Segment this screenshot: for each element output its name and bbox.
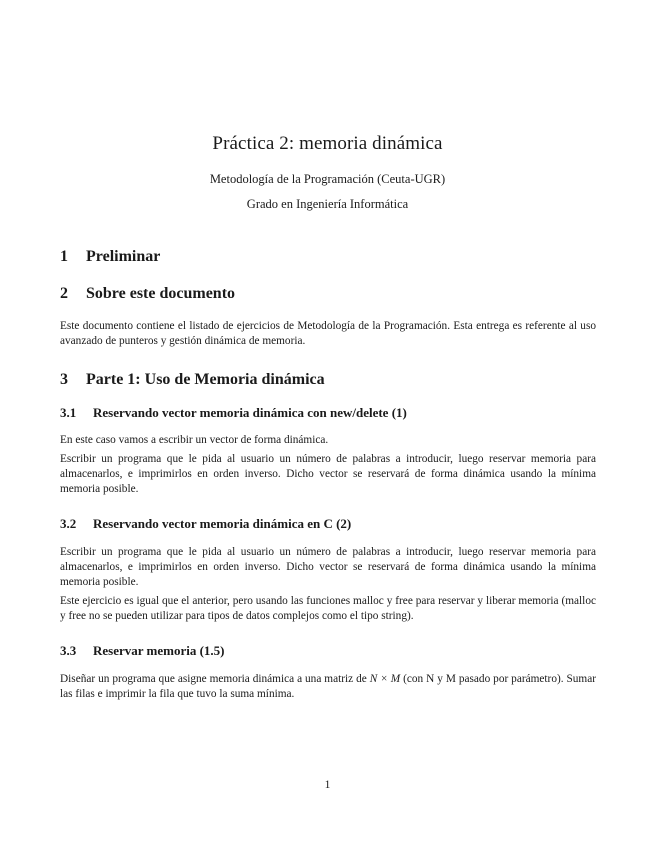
section-number: 1 [60, 248, 68, 265]
subsection-title: Reservando vector memoria dinámica con new/delete (1) [93, 405, 407, 420]
section-2-paragraph: Este documento contiene el listado de ejercicios de Metodología de la Programación. Esta entrega es referente al uso avanzado de punteros y gestión dinámica de memoria. [60, 320, 596, 347]
sub31-paragraph-2: Escribir un programa que le pida al usuario un número de palabras a introducir, luego reservar memoria para almacenarlos, e imprimirlos en orden inverso. Dicho vector se reservará de forma dinámica usando la mínima memoria posible. [60, 453, 596, 495]
sub31-paragraph-1: En este caso vamos a escribir un vector de forma dinámica. [60, 434, 329, 446]
sub32-paragraph-1: Escribir un programa que le pida al usuario un número de palabras a introducir, luego reservar memoria para almacenarlos, e imprimirlos en orden inverso. Dicho vector se reservará de forma dinámica usando la mínima memoria posible. [60, 546, 596, 588]
section-2-heading [60, 285, 235, 303]
subsection-number: 3.1 [60, 405, 77, 420]
section-1-heading [60, 248, 160, 266]
document-title: Práctica 2: memoria dinámica [212, 133, 443, 154]
section-number: 3 [60, 371, 68, 388]
sub33-text-end: (con N y M pasado por parámetro). Sumar las filas e imprimir la fila que tuvo la suma mínima. [60, 673, 596, 700]
page-number: 1 [324, 779, 331, 791]
subsection-3-1-heading [60, 405, 407, 421]
section-title: Preliminar [86, 248, 161, 265]
section-number: 2 [60, 285, 68, 302]
section-title: Parte 1: Uso de Memoria dinámica [86, 371, 325, 388]
subsection-number: 3.3 [60, 643, 77, 658]
sub32-paragraph-2: Este ejercicio es igual que el anterior, pero usando las funciones malloc y free para reservar y liberar memoria (malloc y free no se pueden utilizar para tipos de datos complejos como el tipo string). [60, 595, 596, 622]
subsection-3-3-heading [60, 643, 225, 659]
subsection-number: 3.2 [60, 516, 77, 531]
degree-subtitle: Grado en Ingeniería Informática [246, 197, 409, 211]
sub33-text-start: Diseñar un programa que asigne memoria dinámica a una matriz de [60, 673, 370, 685]
section-3-heading [60, 371, 325, 389]
matrix-dimension-math: N × M [369, 673, 401, 685]
course-subtitle: Metodología de la Programación (Ceuta-UGR) [209, 172, 446, 186]
subsection-3-2-heading [60, 516, 351, 532]
sub33-paragraph [60, 672, 596, 702]
subsection-title: Reservar memoria (1.5) [93, 643, 225, 658]
subsection-title: Reservando vector memoria dinámica en C (2) [93, 516, 352, 531]
section-title: Sobre este documento [86, 285, 236, 302]
